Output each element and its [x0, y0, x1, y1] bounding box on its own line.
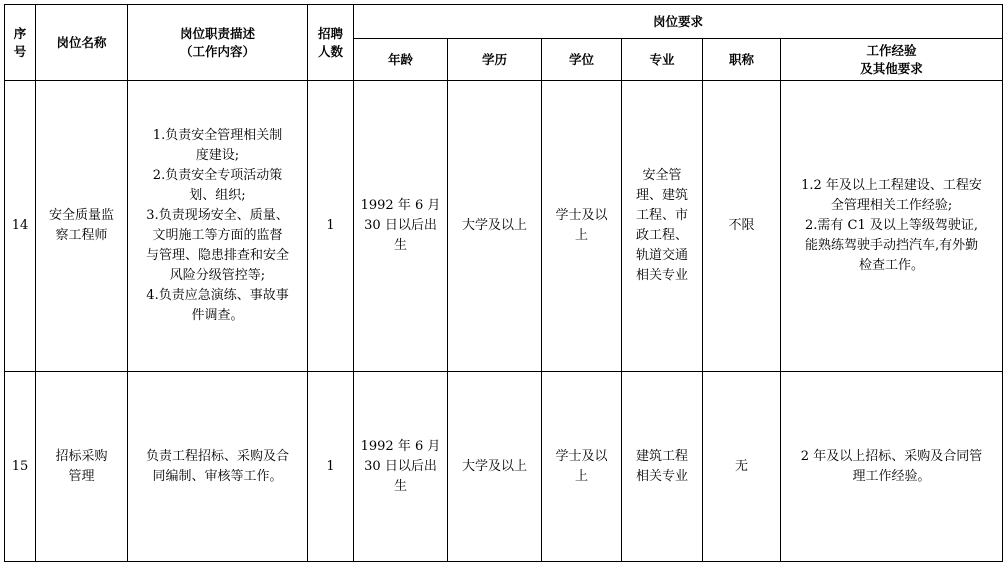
cell-age: 1992 年 6 月 30 日以后出 生 — [354, 372, 448, 562]
cell-title: 无 — [703, 372, 781, 562]
header-major: 专业 — [622, 39, 703, 81]
cell-title: 不限 — [703, 81, 781, 372]
cell-headcount: 1 — [308, 81, 354, 372]
table-row — [5, 372, 1003, 562]
header-duties: 岗位职责描述 （工作内容） — [128, 5, 308, 81]
cell-duties: 1.负责安全管理相关制 度建设; 2.负责安全专项活动策 划、组织; 3.负责现场安全、质量、 文明施工等方面的监督 与管理、隐患排查和安全 风险分级管控等; 4.负责应急演练、事故事 件调查。 — [128, 81, 308, 372]
header-title: 职称 — [703, 39, 781, 81]
cell-degree: 学士及以 上 — [542, 81, 622, 372]
table-row — [5, 81, 1003, 372]
cell-education: 大学及以上 — [448, 81, 542, 372]
header-position: 岗位名称 — [36, 5, 128, 81]
cell-duties: 负责工程招标、采购及合 同编制、审核等工作。 — [128, 372, 308, 562]
header-requirements: 岗位要求 — [354, 5, 1003, 39]
cell-position: 安全质量监 察工程师 — [36, 81, 128, 372]
cell-age: 1992 年 6 月 30 日以后出 生 — [354, 81, 448, 372]
recruitment-table — [4, 4, 1003, 562]
cell-major: 建筑工程 相关专业 — [622, 372, 703, 562]
cell-major: 安全管 理、建筑 工程、市 政工程、 轨道交通 相关专业 — [622, 81, 703, 372]
header-age: 年龄 — [354, 39, 448, 81]
header-degree: 学位 — [542, 39, 622, 81]
header-headcount: 招聘 人数 — [308, 5, 354, 81]
cell-position: 招标采购 管理 — [36, 372, 128, 562]
header-row-1 — [5, 5, 1003, 39]
cell-degree: 学士及以 上 — [542, 372, 622, 562]
cell-experience: 2 年及以上招标、采购及合同管 理工作经验。 — [781, 372, 1003, 562]
cell-experience: 1.2 年及以上工程建设、工程安 全管理相关工作经验; 2.需有 C1 及以上等级驾驶证, 能熟练驾驶手动挡汽车,有外勤 检查工作。 — [781, 81, 1003, 372]
cell-education: 大学及以上 — [448, 372, 542, 562]
cell-headcount: 1 — [308, 372, 354, 562]
header-experience: 工作经验 及其他要求 — [781, 39, 1003, 81]
cell-seq: 14 — [5, 81, 36, 372]
header-seq: 序 号 — [5, 5, 36, 81]
header-education: 学历 — [448, 39, 542, 81]
cell-seq: 15 — [5, 372, 36, 562]
